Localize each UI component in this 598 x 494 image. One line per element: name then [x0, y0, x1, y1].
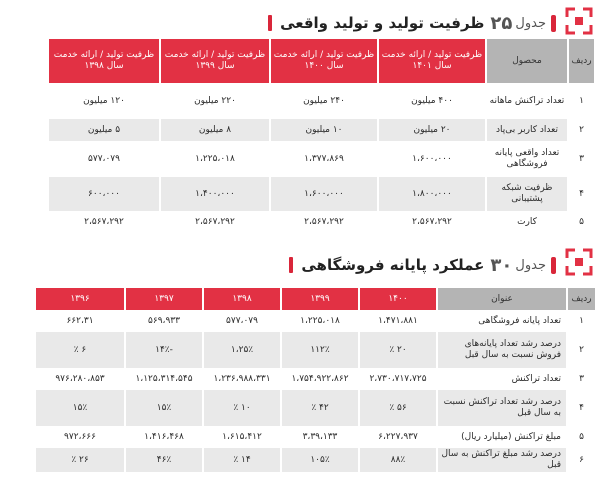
cell-value: ۸ میلیون — [160, 119, 270, 141]
row-label: تعداد واقعی پایانه فروشگاهی — [486, 141, 568, 177]
row-index: ۵ — [567, 426, 595, 448]
row-label: کارت — [486, 211, 568, 233]
row-label: تعداد تراکنش — [437, 368, 567, 390]
row-index: ۵ — [568, 211, 594, 233]
cell-value: ۴۲ ٪ — [281, 390, 359, 426]
table-row — [35, 426, 595, 448]
cell-value: ۱،۶۱۵،۴۱۲ — [203, 426, 281, 448]
cell-value: ۱۴ ٪ — [203, 448, 281, 472]
cell-value: ۲۰ ٪ — [359, 332, 437, 368]
cell-value: ۱،۳۷۷،۸۶۹ — [270, 141, 378, 177]
cell-value: ۲،۵۶۷،۲۹۲ — [270, 211, 378, 233]
header-cell: ۱۳۹۹ — [281, 288, 359, 310]
table-row — [48, 141, 594, 177]
row-index: ۱ — [567, 310, 595, 332]
cell-value: ۳،۳۹،۱۳۳ — [281, 426, 359, 448]
heading-bar — [551, 15, 556, 32]
cell-value: ۱،۴۷۱،۸۸۱ — [359, 310, 437, 332]
table-row — [48, 119, 594, 141]
cell-value: ۴۶٪ — [125, 448, 203, 472]
cell-value: ۵ میلیون — [48, 119, 160, 141]
header-cell: ۱۳۹۸ — [203, 288, 281, 310]
header-cell: محصول — [486, 39, 568, 83]
cell-value: ۱،۲۵٪ — [203, 332, 281, 368]
row-index: ۶ — [567, 448, 595, 472]
cell-value: ۹۷۶،۲۸۰،۸۵۳ — [35, 368, 125, 390]
table-row — [35, 390, 595, 426]
cell-value: ۶۶۲،۳۱ — [35, 310, 125, 332]
row-label: تعداد کاربر بی‌پاد — [486, 119, 568, 141]
cell-value: ۱،۴۰۰،۰۰۰ — [160, 177, 270, 211]
heading-end-bar — [289, 257, 293, 273]
cell-value: ۱۵٪ — [125, 390, 203, 426]
table-row — [48, 211, 594, 233]
header-cell: ردیف — [567, 288, 595, 310]
cell-value: ۲،۵۶۷،۲۹۲ — [48, 211, 160, 233]
cell-value: ۲،۵۶۷،۲۹۲ — [378, 211, 486, 233]
row-index: ۳ — [568, 141, 594, 177]
cell-value: ۱،۲۲۵،۰۱۸ — [281, 310, 359, 332]
frame-corner-icon — [564, 6, 594, 36]
row-label: تعداد تراکنش ماهانه — [486, 83, 568, 119]
table-label: جدول — [515, 15, 546, 31]
table-header-row — [35, 288, 595, 310]
table-title: عملکرد پایانه فروشگاهی — [301, 256, 485, 274]
cell-value: ۱،۶۰۰،۰۰۰ — [378, 141, 486, 177]
table-row — [48, 177, 594, 211]
row-index: ۳ — [567, 368, 595, 390]
cell-value: ۱۵٪ — [35, 390, 125, 426]
table-number: ۲۵ — [490, 12, 513, 34]
frame-corner-icon — [564, 247, 594, 277]
row-label: درصد رشد تعداد تراکنش نسبت به سال قبل — [437, 390, 567, 426]
cell-value: ۱،۲۳۶،۹۸۸،۳۳۱ — [203, 368, 281, 390]
table-row — [35, 448, 595, 472]
cell-value: ۱،۱۲۵،۳۱۴،۵۴۵ — [125, 368, 203, 390]
cell-value: ۱،۲۲۵،۰۱۸ — [160, 141, 270, 177]
row-label: مبلغ تراکنش (میلیارد ریال) — [437, 426, 567, 448]
cell-value: ۸۸٪ — [359, 448, 437, 472]
header-cell: عنوان — [437, 288, 567, 310]
cell-value: ۹۷۲،۶۶۶ — [35, 426, 125, 448]
cell-value: ۱۰ ٪ — [203, 390, 281, 426]
cell-value: ۱۰ میلیون — [270, 119, 378, 141]
table30-heading — [289, 253, 556, 277]
table-label: جدول — [515, 257, 546, 273]
row-index: ۲ — [567, 332, 595, 368]
cell-value: ۶ ٪ — [35, 332, 125, 368]
table-row — [48, 83, 594, 119]
cell-value: ۲۴۰ میلیون — [270, 83, 378, 119]
row-label: ظرفیت شبکه پشتیبانی — [486, 177, 568, 211]
row-label: درصد رشد تعداد پایانه‌های فروش نسبت به سال قبل — [437, 332, 567, 368]
header-cell: ۱۳۹۶ — [35, 288, 125, 310]
cell-value: ۱۱۲٪ — [281, 332, 359, 368]
header-cell: ظرفیت تولید / ارائه خدمت سال ۱۳۹۸ — [48, 39, 160, 83]
heading-bar — [551, 257, 556, 274]
table-row — [35, 368, 595, 390]
cell-value: ۱،۸۰۰،۰۰۰ — [378, 177, 486, 211]
cell-value: ۱۲۰ میلیون — [48, 83, 160, 119]
cell-value: ۲،۵۶۷،۲۹۲ — [160, 211, 270, 233]
table-header-row — [48, 39, 594, 83]
heading-end-bar — [268, 15, 272, 31]
cell-value: ۴۰۰ میلیون — [378, 83, 486, 119]
cell-value: ۲۶ ٪ — [35, 448, 125, 472]
row-index: ۱ — [568, 83, 594, 119]
row-index: ۲ — [568, 119, 594, 141]
cell-value: ۵۷۷،۰۷۹ — [48, 141, 160, 177]
terminal-performance-table — [34, 288, 595, 472]
header-cell: ظرفیت تولید / ارائه خدمت سال ۱۴۰۱ — [378, 39, 486, 83]
table-title: ظرفیت تولید و تولید واقعی — [280, 14, 485, 32]
table-row — [35, 310, 595, 332]
cell-value: ۶،۲۲۷،۹۳۷ — [359, 426, 437, 448]
row-index: ۴ — [567, 390, 595, 426]
row-index: ۴ — [568, 177, 594, 211]
cell-value: ۱،۷۵۴،۹۲۲،۸۶۲ — [281, 368, 359, 390]
cell-value: ۲،۷۳۰،۷۱۷،۷۲۵ — [359, 368, 437, 390]
cell-value: ۵۷۷،۰۷۹ — [203, 310, 281, 332]
row-label: درصد رشد مبلغ تراکنش به سال قبل — [437, 448, 567, 472]
table25-heading — [268, 11, 556, 35]
cell-value: -۱۴٪ — [125, 332, 203, 368]
header-cell: ۱۴۰۰ — [359, 288, 437, 310]
header-cell: ردیف — [568, 39, 594, 83]
table-number: ۳۰ — [490, 254, 513, 276]
cell-value: ۱،۴۱۶،۴۶۸ — [125, 426, 203, 448]
header-cell: ظرفیت تولید / ارائه خدمت سال ۱۴۰۰ — [270, 39, 378, 83]
cell-value: ۱،۶۰۰،۰۰۰ — [270, 177, 378, 211]
header-cell: ظرفیت تولید / ارائه خدمت سال ۱۳۹۹ — [160, 39, 270, 83]
row-label: تعداد پایانه فروشگاهی — [437, 310, 567, 332]
cell-value: ۵۶ ٪ — [359, 390, 437, 426]
capacity-table — [47, 39, 594, 233]
cell-value: ۲۲۰ میلیون — [160, 83, 270, 119]
table-row — [35, 332, 595, 368]
cell-value: ۵۶۹،۹۳۳ — [125, 310, 203, 332]
header-cell: ۱۳۹۷ — [125, 288, 203, 310]
cell-value: ۶۰۰،۰۰۰ — [48, 177, 160, 211]
cell-value: ۲۰ میلیون — [378, 119, 486, 141]
cell-value: ۱۰۵٪ — [281, 448, 359, 472]
